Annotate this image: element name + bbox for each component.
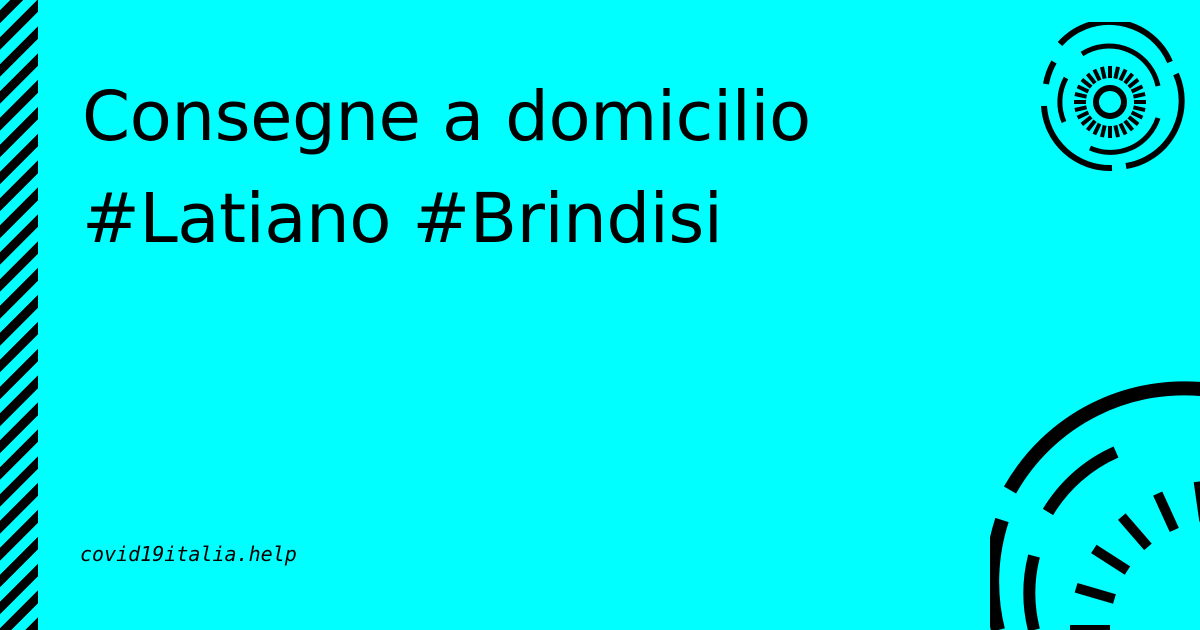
title-line-1: Consegne a domicilio: [82, 77, 811, 157]
logo-tick: [1082, 80, 1091, 87]
logo-tick: [1125, 121, 1132, 130]
logo-tick: [1115, 125, 1118, 137]
logo-tick: [1115, 67, 1118, 79]
logo-tick: [1094, 70, 1099, 81]
logo-tick: [1129, 117, 1138, 124]
logo-center-ring: [1096, 88, 1124, 116]
logo-tick: [1122, 517, 1148, 547]
logo-outer-arc: [1060, 22, 1170, 62]
logo-large-middle-arc: [1029, 556, 1034, 630]
logo-tick: [1094, 549, 1128, 571]
logo-tick: [1075, 94, 1087, 97]
site-url: covid19italia.help: [80, 542, 297, 566]
sun-ring-icon-large: [990, 380, 1200, 630]
logo-large-outer-arc: [992, 520, 1002, 630]
title-line-2: #Latiano #Brindisi: [82, 179, 723, 259]
logo-tick: [1132, 112, 1143, 117]
logo-tick: [1120, 70, 1125, 81]
logo-tick: [1082, 117, 1091, 124]
logo-tick: [1125, 74, 1132, 83]
logo-tick: [1102, 67, 1105, 79]
logo-tick: [1133, 94, 1145, 97]
logo-tick: [1076, 588, 1114, 599]
logo-tick: [1078, 112, 1089, 117]
logo-tick: [1120, 124, 1125, 135]
logo-large-outer-arc: [1010, 388, 1200, 490]
logo-tick: [1094, 124, 1099, 135]
page-title: [82, 66, 1012, 270]
logo-tick: [1088, 74, 1095, 83]
logo-outer-arc: [1046, 62, 1054, 84]
logo-middle-arc: [1060, 78, 1066, 122]
logo-tick: [1133, 107, 1145, 110]
logo-tick: [1132, 86, 1143, 91]
diagonal-stripe-border: [0, 0, 38, 630]
logo-tick: [1102, 125, 1105, 137]
sun-ring-icon: [1030, 22, 1190, 182]
logo-tick: [1129, 80, 1138, 87]
logo-tick: [1075, 107, 1087, 110]
logo-tick: [1078, 86, 1089, 91]
logo-large-middle-arc: [1048, 452, 1116, 512]
logo-tick: [1088, 121, 1095, 130]
logo-tick: [1158, 494, 1175, 530]
